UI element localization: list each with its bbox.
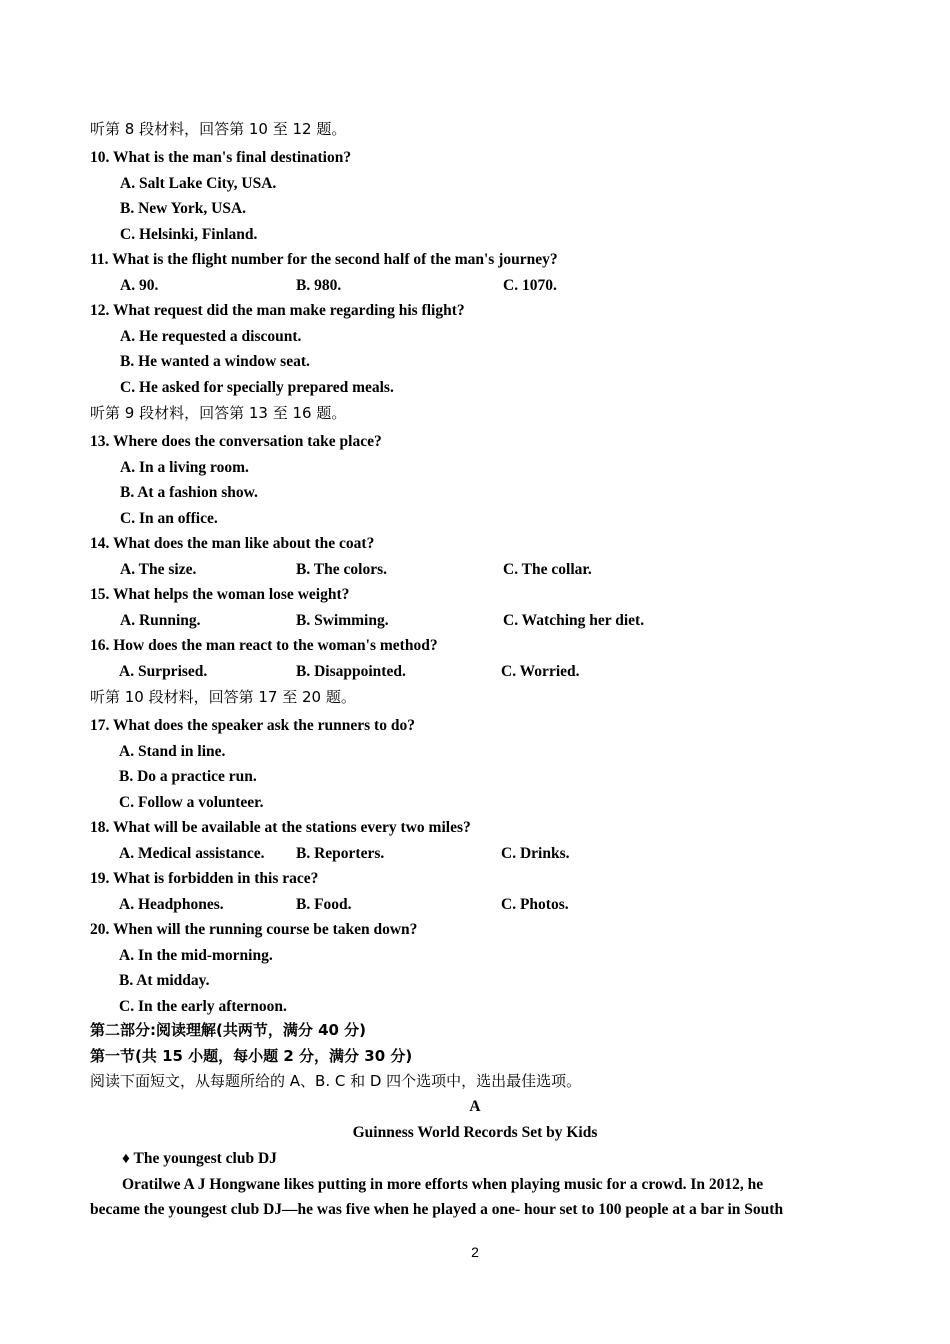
passage-title: Guinness World Records Set by Kids	[352, 1124, 598, 1141]
section-header-9: 听第 9 段材料，回答第 13 至 16 题。	[90, 404, 347, 422]
question-20-option-c: C. In the early afternoon.	[119, 998, 287, 1015]
part2-instruction: 阅读下面短文，从每题所给的 A、B. C 和 D 四个选项中，选出最佳选项。	[90, 1072, 582, 1090]
question-17-option-b: B. Do a practice run.	[119, 768, 257, 785]
question-16-option-b: B. Disappointed.	[296, 663, 406, 680]
question-15-stem: 15. What helps the woman lose weight?	[90, 586, 350, 603]
question-10-option-c: C. Helsinki, Finland.	[120, 226, 258, 243]
question-11-option-a: A. 90.	[120, 277, 159, 294]
question-12-option-c: C. He asked for specially prepared meals.	[120, 379, 394, 396]
question-19-option-a: A. Headphones.	[119, 896, 224, 913]
page-number: 2	[471, 1244, 479, 1260]
question-12-option-b: B. He wanted a window seat.	[120, 353, 310, 370]
question-10-option-b: B. New York, USA.	[120, 200, 247, 217]
passage-line-2: became the youngest club DJ—he was five when he played a one- hour set to 100 people at a bar in South	[90, 1201, 784, 1218]
question-11-option-c: C. 1070.	[503, 277, 557, 294]
question-15-option-c: C. Watching her diet.	[503, 612, 645, 629]
question-19-option-b: B. Food.	[296, 896, 352, 913]
question-17-option-a: A. Stand in line.	[119, 743, 226, 760]
part2-heading: 第二部分:阅读理解(共两节，满分 40 分)	[90, 1021, 367, 1039]
question-19-stem: 19. What is forbidden in this race?	[90, 870, 319, 887]
passage-label: A	[469, 1098, 481, 1115]
question-17-stem: 17. What does the speaker ask the runners to do?	[90, 717, 415, 734]
question-16-option-c: C. Worried.	[501, 663, 580, 680]
section-header-8: 听第 8 段材料，回答第 10 至 12 题。	[90, 120, 347, 138]
question-20-option-a: A. In the mid-morning.	[119, 947, 273, 964]
question-19-option-c: C. Photos.	[501, 896, 569, 913]
question-14-option-a: A. The size.	[120, 561, 197, 578]
question-20-stem: 20. When will the running course be taken down?	[90, 921, 418, 938]
part2-section1: 第一节(共 15 小题，每小题 2 分，满分 30 分)	[90, 1047, 413, 1065]
question-11-option-b: B. 980.	[296, 277, 342, 294]
question-10-stem: 10. What is the man's final destination?	[90, 149, 352, 166]
question-16-stem: 16. How does the man react to the woman's method?	[90, 637, 438, 654]
question-12-option-a: A. He requested a discount.	[120, 328, 302, 345]
question-16-option-a: A. Surprised.	[119, 663, 208, 680]
question-18-option-a: A. Medical assistance.	[119, 845, 265, 862]
question-14-stem: 14. What does the man like about the coat?	[90, 535, 375, 552]
question-13-option-a: A. In a living room.	[120, 459, 249, 476]
question-12-stem: 12. What request did the man make regarding his flight?	[90, 302, 465, 319]
question-10-option-a: A. Salt Lake City, USA.	[120, 175, 277, 192]
question-13-stem: 13. Where does the conversation take place?	[90, 433, 382, 450]
passage-line-1: Oratilwe A J Hongwane likes putting in more efforts when playing music for a crowd. In 2012, he	[122, 1176, 764, 1193]
passage-subhead: ♦ The youngest club DJ	[122, 1150, 277, 1167]
question-13-option-c: C. In an office.	[120, 510, 218, 527]
question-17-option-c: C. Follow a volunteer.	[119, 794, 264, 811]
question-13-option-b: B. At a fashion show.	[120, 484, 258, 501]
question-15-option-b: B. Swimming.	[296, 612, 389, 629]
question-15-option-a: A. Running.	[120, 612, 201, 629]
question-18-stem: 18. What will be available at the stations every two miles?	[90, 819, 471, 836]
question-14-option-c: C. The collar.	[503, 561, 592, 578]
question-18-option-c: C. Drinks.	[501, 845, 570, 862]
section-header-10: 听第 10 段材料，回答第 17 至 20 题。	[90, 688, 356, 706]
question-11-stem: 11. What is the flight number for the second half of the man's journey?	[90, 251, 558, 268]
question-14-option-b: B. The colors.	[296, 561, 387, 578]
question-20-option-b: B. At midday.	[119, 972, 210, 989]
question-18-option-b: B. Reporters.	[296, 845, 385, 862]
